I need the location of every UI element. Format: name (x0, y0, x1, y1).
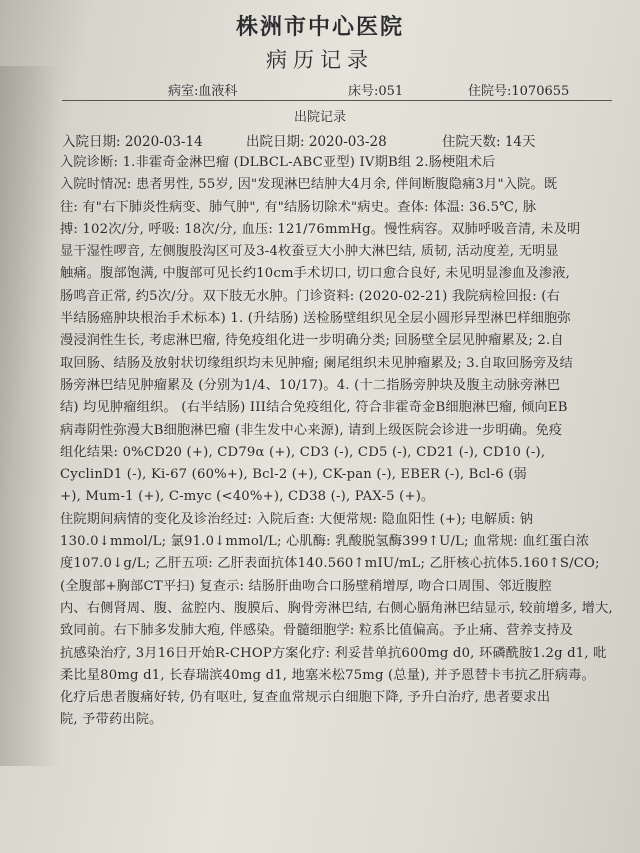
record-line: 半结肠癌肿块根治手术标本) 1. (升结肠) 送检肠壁组织见全层小圆形异型淋巴样细胞弥 (60, 311, 571, 327)
bed-field: 床号:051 (348, 84, 404, 99)
record-line: 肠鸣音正常, 约5次/分。双下肢无水肿。门诊资料: (2020-02-21) 我院病检回报: (右 (60, 288, 561, 304)
header-divider (62, 100, 612, 101)
record-line: 显干湿性啰音, 左侧腹股沟区可及3-4枚蚕豆大小肿大淋巴结, 质韧, 活动度差, 无明显 (60, 244, 559, 260)
record-line: 取回肠、结肠及放射状切缘组织均未见肿瘤; 阑尾组织未见肿瘤累及; 3.自取回肠旁及结 (60, 355, 573, 371)
record-line: 130.0↓mmol/L; 氯91.0↓mmol/L; 心肌酶: 乳酸脱氢酶399↑U/L; 血常规: 血红蛋白浓 (60, 534, 590, 550)
record-line: 漫浸润性生长, 考虑淋巴瘤, 待免疫组化进一步明确分类; 回肠壁全层见肿瘤累及; 2.自 (60, 333, 564, 349)
admission-number-field: 住院号:1070655 (468, 84, 570, 99)
record-line: 肠旁淋巴结见肿瘤累及 (分别为1/4、10/17)。4. (十二指肠旁肿块及腹主动脉旁淋巴 (60, 377, 561, 393)
record-line: 度107.0↓g/L; 乙肝五项: 乙肝表面抗体140.560↑mIU/mL; 乙肝核心抗体5.160↑S/CO; (60, 556, 600, 572)
record-line: 组化结果: 0%CD20 (+), CD79α (+), CD3 (-), CD5 (-), CD21 (-), CD10 (-), (60, 444, 546, 460)
document-title: 病历记录 (266, 48, 374, 72)
record-line: 院, 予带药出院。 (60, 712, 163, 728)
record-line: +), Mum-1 (+), C-myc (<40%+), CD38 (-), PAX-5 (+)。 (60, 489, 435, 505)
admit-date: 入院日期: 2020-03-14 (62, 134, 203, 150)
ward-field: 病室:血液科 (168, 84, 238, 99)
hospital-name: 株洲市中心医院 (235, 14, 404, 40)
record-line: 化疗后患者腹痛好转, 仍有呕吐, 复查血常规示白细胞下降, 予升白治疗, 患者要求出 (60, 690, 551, 706)
record-line: 结) 均见肿瘤组织。 (右半结肠) III结合免疫组化, 符合非霍奇金B细胞淋巴瘤, 倾向EB (60, 400, 568, 416)
record-line: 入院时情况: 患者男性, 55岁, 因"发现淋巴结肿大4月余, 伴间断腹隐痛3月"入院。既 (60, 177, 558, 193)
record-line: 致同前。右下肺多发肺大疱, 伴感染。骨髓细胞学: 粒系比值偏高。予止痛、营养支持及 (60, 623, 574, 639)
page-shadow (0, 66, 60, 766)
record-line: (全腹部+胸部CT平扫) 复查示: 结肠肝曲吻合口肠壁稍增厚, 吻合口周围、邻近腹腔 (60, 578, 552, 594)
record-line: 触痛。腹部饱满, 中腹部可见长约10cm手术切口, 切口愈合良好, 未见明显渗血及渗液, (60, 266, 570, 282)
record-line: CyclinD1 (-), Ki-67 (60%+), Bcl-2 (+), CK-pan (-), EBER (-), Bcl-6 (弱 (60, 467, 527, 483)
stay-days: 住院天数: 14天 (442, 134, 536, 150)
record-body (60, 152, 616, 732)
record-line: 抗感染治疗, 3月16日开始R-CHOP方案化疗: 利妥昔单抗600mg d0, 环磷酰胺1.2g d1, 吡 (60, 645, 607, 661)
record-line: 病毒阴性弥漫大B细胞淋巴瘤 (非生发中心来源), 请到上级医院会诊进一步明确。免疫 (60, 422, 563, 438)
section-title: 出院记录 (293, 110, 346, 125)
record-line: 入院诊断: 1.非霍奇金淋巴瘤 (DLBCL-ABC亚型) IV期B组 2.肠梗阻术后 (60, 155, 496, 170)
record-line: 搏: 102次/分, 呼吸: 18次/分, 血压: 121/76mmHg。慢性病容。双肺呼吸音清, 未及明 (60, 221, 581, 237)
record-line: 内、右侧肾周、腹、盆腔内、腹膜后、胸骨旁淋巴结, 右侧心膈角淋巴结显示, 较前增多, 增大, (60, 600, 613, 616)
record-line: 往: 有"右下肺炎性病变、肺气肿", 有"结肠切除术"病史。查体: 体温: 36.5℃, 脉 (60, 199, 537, 215)
discharge-date: 出院日期: 2020-03-28 (246, 134, 387, 150)
record-line: 住院期间病情的变化及诊治经过: 入院后查: 大便常规: 隐血阳性 (+); 电解质: 钠 (60, 511, 534, 527)
record-line: 柔比星80mg d1, 长春瑞滨40mg d1, 地塞米松75mg (总量), 并予恩替卡韦抗乙肝病毒。 (60, 667, 595, 683)
